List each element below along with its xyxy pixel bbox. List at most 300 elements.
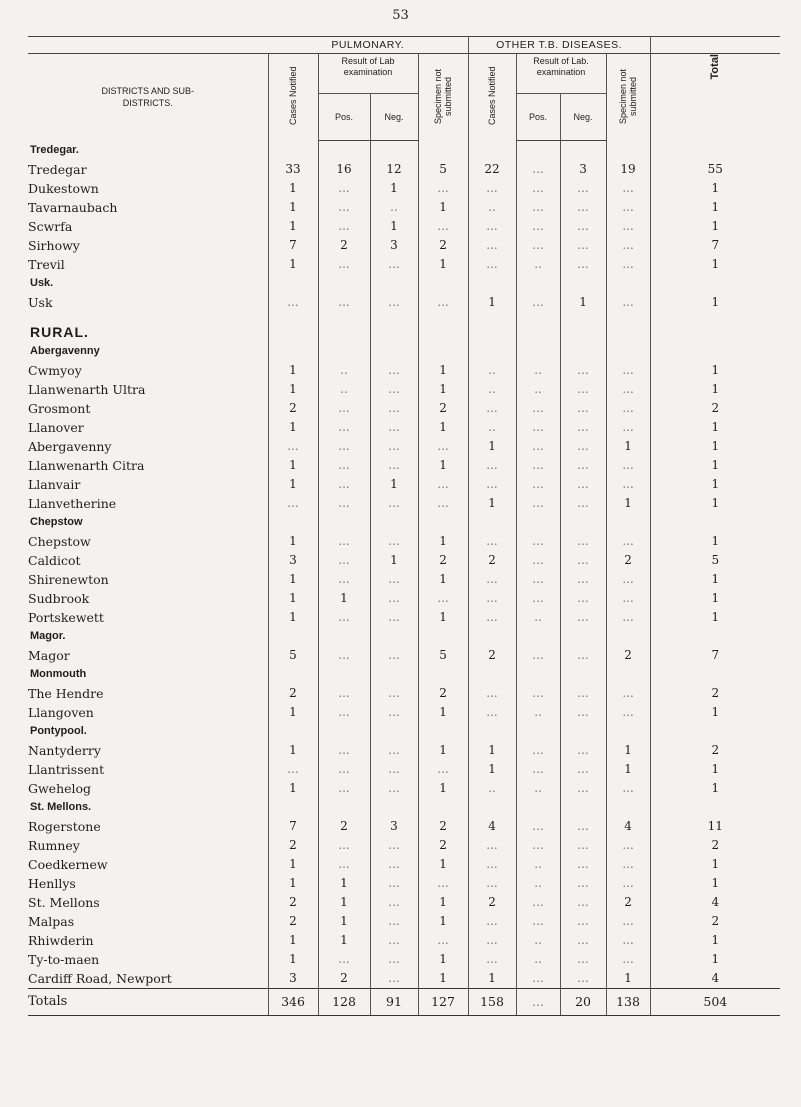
table-row <box>28 361 780 380</box>
value-cell: 1 <box>468 741 516 760</box>
value-cell: ... <box>606 418 650 437</box>
district-name <box>28 779 268 798</box>
value-cell: ... <box>468 855 516 874</box>
section-title: Monmouth <box>28 665 268 684</box>
pulmonary-cases-notified-header <box>268 54 318 141</box>
table-row <box>28 532 780 551</box>
pulmonary-pos-header: Pos. <box>318 93 370 140</box>
district-name-text: Cardiff Road, Newport <box>28 970 172 986</box>
value-cell: 7 <box>268 236 318 255</box>
value-cell: ... <box>370 646 418 665</box>
value-cell: ... <box>516 475 560 494</box>
value-cell: 2 <box>606 646 650 665</box>
value-cell: 1 <box>468 494 516 513</box>
table-row <box>28 760 780 779</box>
totals-value: 20 <box>560 988 606 1015</box>
table-row <box>28 399 780 418</box>
value-cell: ... <box>516 589 560 608</box>
value-cell: ... <box>606 361 650 380</box>
section-empty-cell <box>650 798 780 817</box>
value-cell: ... <box>418 179 468 198</box>
value-cell: ... <box>560 608 606 627</box>
section-empty-cell <box>560 665 606 684</box>
value-cell: 2 <box>468 551 516 570</box>
spacer-cell <box>318 312 370 322</box>
value-cell: 1 <box>711 534 720 548</box>
value-cell: .. <box>318 380 370 399</box>
value-cell: ... <box>370 255 418 274</box>
value-cell: ... <box>560 836 606 855</box>
value-cell: ... <box>370 760 418 779</box>
value-cell: ... <box>370 950 418 969</box>
totals-value: 128 <box>318 988 370 1015</box>
tuberculosis-notifications-table <box>28 36 780 1016</box>
district-name <box>28 836 268 855</box>
value-cell: ... <box>318 418 370 437</box>
value-cell: ... <box>516 570 560 589</box>
section-empty-cell <box>268 722 318 741</box>
value-cell: ... <box>516 969 560 989</box>
value-cell: ... <box>318 551 370 570</box>
value-cell: 1 <box>418 912 468 931</box>
value-cell: 1 <box>268 855 318 874</box>
totals-value: 504 <box>650 988 780 1015</box>
section-empty-cell <box>468 140 516 160</box>
value-cell: 2 <box>711 686 720 700</box>
section-empty-cell <box>560 274 606 293</box>
value-cell: 1 <box>318 589 370 608</box>
section-empty-cell <box>318 627 370 646</box>
value-cell: ... <box>418 874 468 893</box>
district-name-text: Usk <box>28 294 53 310</box>
value-cell: 1 <box>711 477 720 491</box>
value-cell: 1 <box>711 572 720 586</box>
value-cell: ... <box>606 475 650 494</box>
section-title: St. Mellons. <box>28 798 268 817</box>
totals-value: 346 <box>268 988 318 1015</box>
value-cell: 1 <box>711 705 720 719</box>
value-cell: .. <box>516 380 560 399</box>
group-header-spacer-right <box>650 37 780 54</box>
section-empty-cell <box>318 140 370 160</box>
section-empty-cell <box>606 322 650 342</box>
value-cell: .. <box>516 931 560 950</box>
value-cell: ... <box>560 760 606 779</box>
district-name-text: Llantrissent <box>28 761 105 777</box>
district-name <box>28 570 268 589</box>
value-cell: 1 <box>711 295 720 309</box>
value-cell: .. <box>468 418 516 437</box>
section-heading-row <box>28 274 780 293</box>
value-cell: ... <box>560 703 606 722</box>
section-empty-cell <box>560 140 606 160</box>
district-name <box>28 703 268 722</box>
value-cell: 1 <box>606 969 650 989</box>
value-cell: ... <box>268 760 318 779</box>
district-name <box>28 361 268 380</box>
value-cell: 1 <box>268 931 318 950</box>
value-cell: 1 <box>418 456 468 475</box>
section-empty-cell <box>606 274 650 293</box>
district-name <box>28 950 268 969</box>
value-cell: 4 <box>468 817 516 836</box>
value-cell: 1 <box>268 589 318 608</box>
district-name-text: The Hendre <box>28 685 104 701</box>
district-name-text: Llanwenarth Ultra <box>28 381 146 397</box>
table-row <box>28 160 780 179</box>
value-cell: ... <box>318 217 370 236</box>
value-cell: .. <box>516 779 560 798</box>
value-cell: ... <box>560 969 606 989</box>
value-cell: 2 <box>418 236 468 255</box>
value-cell: ... <box>318 703 370 722</box>
value-cell: ... <box>370 608 418 627</box>
value-cell: 2 <box>606 893 650 912</box>
district-name <box>28 255 268 274</box>
value-cell: 12 <box>370 160 418 179</box>
value-cell: 2 <box>268 684 318 703</box>
value-cell: ... <box>516 817 560 836</box>
district-name <box>28 551 268 570</box>
section-heading-row <box>28 140 780 160</box>
total-header-text: Total <box>709 54 722 80</box>
district-name-text: Llanvair <box>28 476 81 492</box>
value-cell: 1 <box>418 779 468 798</box>
value-cell: ... <box>560 855 606 874</box>
value-cell: 16 <box>318 160 370 179</box>
section-empty-cell <box>606 665 650 684</box>
value-cell: ... <box>606 532 650 551</box>
group-other-tb: OTHER T.B. DISEASES. <box>468 37 650 54</box>
value-cell: ... <box>370 874 418 893</box>
value-cell: ... <box>370 380 418 399</box>
table-row <box>28 931 780 950</box>
section-empty-cell <box>418 665 468 684</box>
value-cell: 2 <box>318 969 370 989</box>
value-cell: ... <box>468 570 516 589</box>
value-cell: 2 <box>318 817 370 836</box>
value-cell: ... <box>560 532 606 551</box>
pulmonary-result-lab-header <box>318 54 418 94</box>
value-cell: ... <box>560 684 606 703</box>
table-row <box>28 950 780 969</box>
value-cell: 3 <box>370 236 418 255</box>
value-cell: ... <box>370 741 418 760</box>
value-cell: ... <box>268 437 318 456</box>
value-cell: 5 <box>418 160 468 179</box>
value-cell: ... <box>606 608 650 627</box>
district-name <box>28 494 268 513</box>
section-heading-row <box>28 513 780 532</box>
value-cell: .. <box>468 380 516 399</box>
district-name <box>28 646 268 665</box>
value-cell: 2 <box>606 551 650 570</box>
value-cell: ... <box>268 494 318 513</box>
value-cell: 1 <box>268 779 318 798</box>
value-cell: 2 <box>468 646 516 665</box>
section-empty-cell <box>516 274 560 293</box>
value-cell: 1 <box>711 591 720 605</box>
other-pos-header: Pos. <box>516 93 560 140</box>
spacer-cell <box>468 312 516 322</box>
group-header-row <box>28 37 780 54</box>
table-row <box>28 703 780 722</box>
section-empty-cell <box>468 322 516 342</box>
totals-value: 158 <box>468 988 516 1015</box>
value-cell: 1 <box>268 380 318 399</box>
value-cell: 1 <box>418 380 468 399</box>
value-cell: ... <box>370 399 418 418</box>
value-cell: ... <box>318 456 370 475</box>
table-row <box>28 418 780 437</box>
value-cell: ... <box>560 646 606 665</box>
value-cell: ... <box>606 198 650 217</box>
table-row <box>28 608 780 627</box>
other-specimen-text: Specimen not submitted <box>618 68 639 124</box>
section-empty-cell <box>468 274 516 293</box>
value-cell: ... <box>516 912 560 931</box>
spacer-cell <box>268 312 318 322</box>
districts-header-text: DISTRICTS AND SUB-DISTRICTS. <box>101 86 194 108</box>
value-cell: ... <box>560 494 606 513</box>
value-cell: 1 <box>268 570 318 589</box>
value-cell: ... <box>468 836 516 855</box>
value-cell: ... <box>468 589 516 608</box>
value-cell: .. <box>468 198 516 217</box>
section-empty-cell <box>318 342 370 361</box>
value-cell: ... <box>606 779 650 798</box>
table-row <box>28 684 780 703</box>
value-cell: ... <box>370 684 418 703</box>
section-empty-cell <box>560 798 606 817</box>
value-cell: 1 <box>711 781 720 795</box>
value-cell: ... <box>318 399 370 418</box>
value-cell: 1 <box>711 933 720 947</box>
value-cell: 1 <box>268 874 318 893</box>
district-name <box>28 198 268 217</box>
district-name-text: Shirenewton <box>28 571 109 587</box>
value-cell: 1 <box>268 950 318 969</box>
value-cell: ... <box>370 931 418 950</box>
value-cell: .. <box>516 950 560 969</box>
section-empty-cell <box>318 274 370 293</box>
value-cell: ... <box>318 570 370 589</box>
district-name-text: Portskewett <box>28 609 104 625</box>
value-cell: 1 <box>418 361 468 380</box>
value-cell: ... <box>268 293 318 312</box>
value-cell: .. <box>516 703 560 722</box>
value-cell: ... <box>468 912 516 931</box>
table-body <box>28 140 780 1015</box>
value-cell: 2 <box>268 399 318 418</box>
value-cell: ... <box>370 494 418 513</box>
district-name <box>28 293 268 312</box>
table-row <box>28 456 780 475</box>
value-cell: .. <box>516 608 560 627</box>
section-empty-cell <box>468 722 516 741</box>
value-cell: ... <box>318 684 370 703</box>
value-cell: 1 <box>606 437 650 456</box>
section-empty-cell <box>606 513 650 532</box>
value-cell: ... <box>560 456 606 475</box>
value-cell: ... <box>418 760 468 779</box>
spacer-cell <box>370 312 418 322</box>
value-cell: ... <box>468 874 516 893</box>
value-cell: 5 <box>711 553 720 567</box>
section-empty-cell <box>468 513 516 532</box>
pulmonary-specimen-text: Specimen not submitted <box>433 68 453 124</box>
value-cell: ... <box>318 646 370 665</box>
value-cell: 4 <box>606 817 650 836</box>
section-empty-cell <box>650 722 780 741</box>
district-name <box>28 760 268 779</box>
section-title: Magor. <box>28 627 268 646</box>
value-cell: 1 <box>468 969 516 989</box>
value-cell: ... <box>606 380 650 399</box>
value-cell: 2 <box>418 399 468 418</box>
section-empty-cell <box>650 342 780 361</box>
section-empty-cell <box>268 513 318 532</box>
value-cell: ... <box>606 589 650 608</box>
district-name <box>28 456 268 475</box>
table-row <box>28 437 780 456</box>
value-cell: ... <box>370 293 418 312</box>
value-cell: 1 <box>418 703 468 722</box>
section-empty-cell <box>318 322 370 342</box>
section-title: Chepstow <box>28 513 268 532</box>
district-name <box>28 589 268 608</box>
value-cell: ... <box>370 589 418 608</box>
district-name <box>28 160 268 179</box>
district-name <box>28 236 268 255</box>
value-cell: 1 <box>711 219 720 233</box>
value-cell: 2 <box>268 836 318 855</box>
value-cell: 22 <box>468 160 516 179</box>
value-cell: ... <box>606 399 650 418</box>
table-row <box>28 646 780 665</box>
value-cell: 1 <box>268 361 318 380</box>
totals-row <box>28 988 780 1015</box>
section-empty-cell <box>418 140 468 160</box>
value-cell: ... <box>468 532 516 551</box>
value-cell: 5 <box>268 646 318 665</box>
value-cell: ... <box>516 741 560 760</box>
value-cell: 55 <box>707 162 723 176</box>
district-name-text: Rumney <box>28 837 80 853</box>
value-cell: 1 <box>418 893 468 912</box>
district-name <box>28 817 268 836</box>
value-cell: ... <box>516 179 560 198</box>
value-cell: 1 <box>711 762 720 776</box>
section-empty-cell <box>650 627 780 646</box>
value-cell: .. <box>318 361 370 380</box>
section-title: RURAL. <box>28 322 268 342</box>
value-cell: ... <box>606 293 650 312</box>
value-cell: ... <box>418 475 468 494</box>
value-cell: ... <box>418 931 468 950</box>
section-empty-cell <box>516 798 560 817</box>
pulmonary-result-lab-text: Result of Lab examination <box>341 56 395 77</box>
table-row <box>28 255 780 274</box>
section-empty-cell <box>268 140 318 160</box>
table-row <box>28 217 780 236</box>
section-empty-cell <box>560 322 606 342</box>
value-cell: .. <box>468 361 516 380</box>
totals-value: 91 <box>370 988 418 1015</box>
section-empty-cell <box>370 274 418 293</box>
value-cell: 5 <box>418 646 468 665</box>
other-result-lab-text: Result of Lab. examination <box>533 56 589 77</box>
section-empty-cell <box>560 722 606 741</box>
value-cell: ... <box>318 475 370 494</box>
section-empty-cell <box>560 513 606 532</box>
district-name <box>28 931 268 950</box>
district-name-text: Llangoven <box>28 704 94 720</box>
table-row <box>28 475 780 494</box>
value-cell: ... <box>318 950 370 969</box>
section-empty-cell <box>468 342 516 361</box>
section-empty-cell <box>418 342 468 361</box>
district-name-text: Sudbrook <box>28 590 90 606</box>
section-empty-cell <box>370 342 418 361</box>
value-cell: ... <box>606 836 650 855</box>
value-cell: .. <box>516 361 560 380</box>
district-name <box>28 475 268 494</box>
section-title: Abergavenny <box>28 342 268 361</box>
district-name <box>28 855 268 874</box>
table-row <box>28 380 780 399</box>
section-empty-cell <box>418 513 468 532</box>
spacer-cell <box>418 312 468 322</box>
districts-header <box>28 54 268 141</box>
value-cell: 1 <box>418 969 468 989</box>
value-cell: ... <box>318 494 370 513</box>
district-name-text: Chepstow <box>28 533 91 549</box>
section-heading-row <box>28 322 780 342</box>
value-cell: ... <box>516 836 560 855</box>
value-cell: ... <box>318 198 370 217</box>
value-cell: 1 <box>418 198 468 217</box>
value-cell: ... <box>318 179 370 198</box>
value-cell: ... <box>560 589 606 608</box>
value-cell: 1 <box>418 532 468 551</box>
value-cell: 1 <box>711 200 720 214</box>
district-name-text: Sirhowy <box>28 237 80 253</box>
spacer-cell <box>560 312 606 322</box>
section-empty-cell <box>606 722 650 741</box>
value-cell: 1 <box>268 475 318 494</box>
value-cell: 1 <box>418 950 468 969</box>
spacer-cell <box>650 312 780 322</box>
district-name-text: Ty-to-maen <box>28 951 100 967</box>
value-cell: ... <box>370 456 418 475</box>
section-empty-cell <box>468 665 516 684</box>
district-name <box>28 399 268 418</box>
totals-value: ... <box>516 988 560 1015</box>
value-cell: ... <box>516 437 560 456</box>
value-cell: ... <box>418 217 468 236</box>
value-cell: 1 <box>711 439 720 453</box>
section-empty-cell <box>418 798 468 817</box>
value-cell: 1 <box>418 418 468 437</box>
value-cell: .. <box>516 855 560 874</box>
value-cell: ... <box>370 836 418 855</box>
value-cell: 1 <box>268 608 318 627</box>
section-empty-cell <box>516 322 560 342</box>
value-cell: .. <box>516 874 560 893</box>
value-cell: 4 <box>711 895 720 909</box>
value-cell: ... <box>370 532 418 551</box>
